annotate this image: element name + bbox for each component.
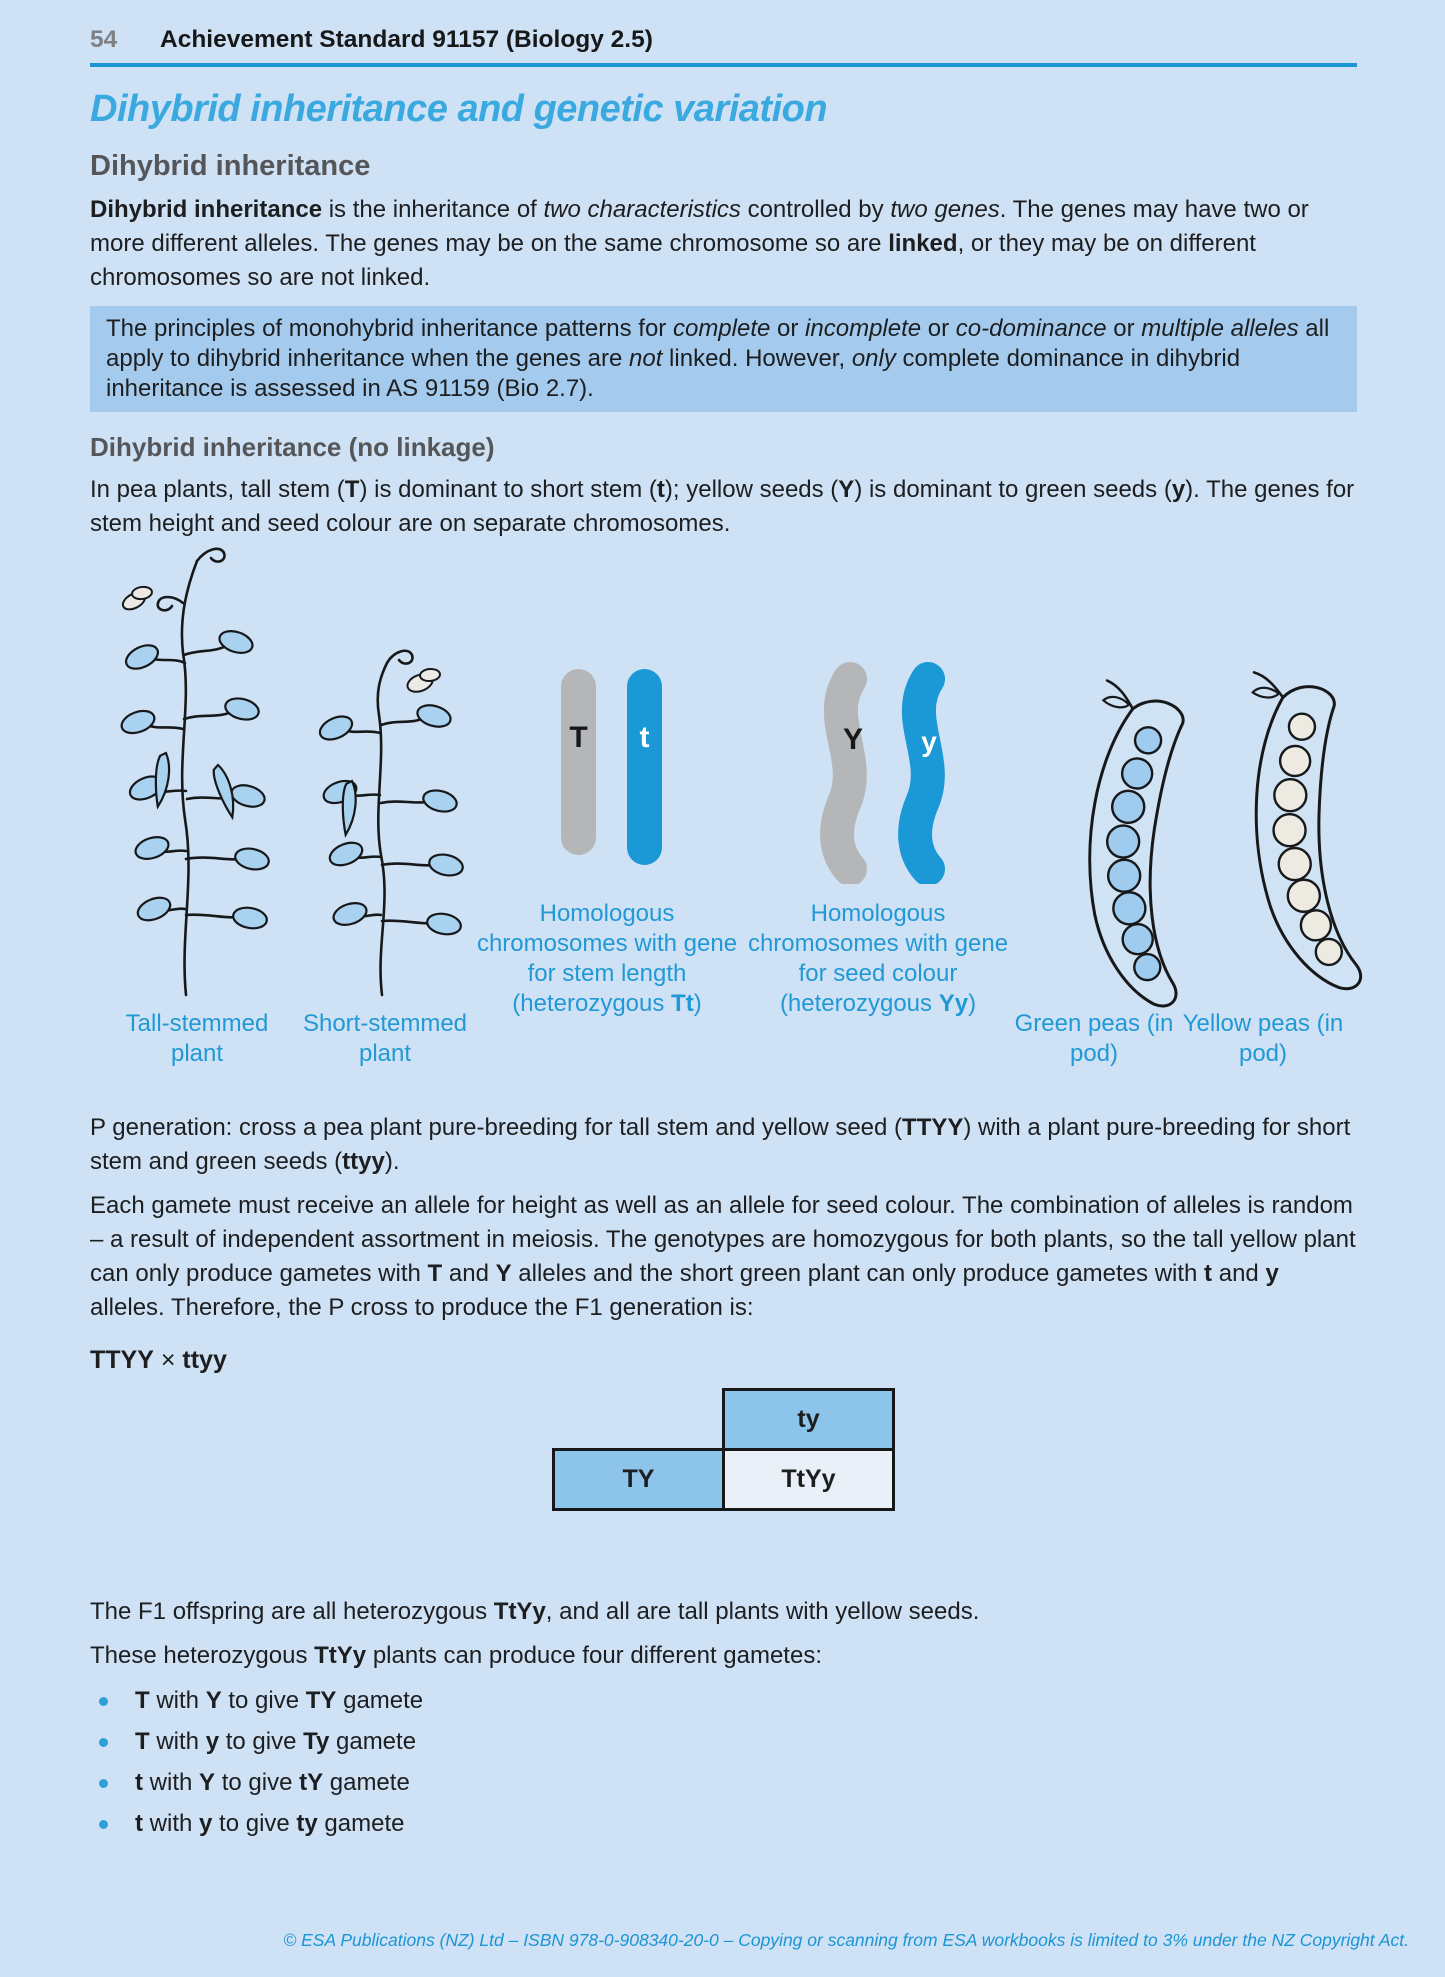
allele-label-y: y bbox=[921, 725, 937, 757]
page-header bbox=[90, 26, 1357, 54]
chromosome-pair-stem-length bbox=[545, 663, 680, 878]
pea-plants-illustration bbox=[90, 543, 470, 1003]
gamete-list-item bbox=[90, 1722, 1357, 1763]
caption-seed-chromosomes: Homologous chromosomes with gene for seed colour (heterozygous Yy) bbox=[747, 899, 1009, 1017]
section-heading-dihybrid: Dihybrid inheritance bbox=[90, 149, 371, 182]
bullet-icon bbox=[99, 1697, 108, 1706]
punnett-empty-cell bbox=[554, 1389, 724, 1449]
punnett-result-cell: TtYy bbox=[724, 1449, 894, 1509]
gamete-explanation-paragraph: Each gamete must receive an allele for height as well as an allele for seed colour. The combination of alleles is random – a result of independent assortment in meiosis. The genotypes are homozygous for both plants, so the tall yellow plant can only produce gametes with T and Y alleles and the short green plant can only produce gametes with t and y alleles. Therefore, the P cross to produce the F1 generation is: bbox=[90, 1191, 1356, 1321]
yellow-pea-pod bbox=[1251, 671, 1361, 992]
f1-offspring-paragraph: The F1 offspring are all heterozygous TtYy, and all are tall plants with yellow seeds. bbox=[90, 1597, 980, 1625]
punnett-row-header: TY bbox=[554, 1449, 724, 1509]
label-tall-stemmed-plant: Tall-stemmed plant bbox=[125, 1009, 269, 1067]
punnett-square bbox=[552, 1388, 895, 1511]
bullet-icon bbox=[99, 1820, 108, 1829]
label-green-peas: Green peas (in pod) bbox=[1014, 1009, 1174, 1067]
chromosome-t-bar bbox=[627, 669, 662, 865]
label-yellow-peas: Yellow peas (in pod) bbox=[1182, 1009, 1344, 1067]
gametes-intro-paragraph: These heterozygous TtYy plants can produce four different gametes: bbox=[90, 1641, 822, 1669]
gamete-list-item bbox=[90, 1681, 1357, 1722]
allele-label-t: t bbox=[639, 720, 650, 754]
chromosome-T-bar bbox=[561, 669, 596, 855]
green-pea-pod bbox=[1076, 680, 1202, 1007]
gamete-list-item bbox=[90, 1804, 1357, 1845]
chromosome-Y-bar bbox=[837, 679, 850, 869]
tall-plant-leaves bbox=[119, 627, 271, 931]
gamete-item-text: t with Y to give tY gamete bbox=[135, 1769, 410, 1796]
page-number: 54 bbox=[90, 26, 118, 53]
chromosome-pair-seed-colour bbox=[798, 659, 973, 884]
tall-plant-pods bbox=[147, 751, 236, 819]
label-short-stemmed-plant: Short-stemmed plant bbox=[302, 1009, 468, 1067]
header-rule bbox=[90, 63, 1357, 67]
short-plant-leaves bbox=[316, 701, 464, 936]
pea-genetics-figure bbox=[90, 543, 1357, 1101]
bullet-icon bbox=[99, 1738, 108, 1747]
gamete-list bbox=[90, 1681, 1357, 1845]
gamete-item-text: t with y to give ty gamete bbox=[135, 1810, 405, 1837]
allele-label-T: T bbox=[569, 720, 588, 754]
page-title: Dihybrid inheritance and genetic variation bbox=[90, 87, 828, 130]
chromosome-y-bar bbox=[915, 679, 928, 869]
copyright-footer: © ESA Publications (NZ) Ltd – ISBN 978-0-908340-20-0 – Copying or scanning from ESA workbooks is limited to 3% under the NZ Copyright Act. bbox=[283, 1930, 1409, 1950]
caption-stem-chromosomes: Homologous chromosomes with gene for stem length (heterozygous Tt) bbox=[476, 899, 738, 1017]
cross-notation: TTYY × ttyy bbox=[90, 1345, 227, 1374]
p-generation-paragraph: P generation: cross a pea plant pure-breeding for tall stem and yellow seed (TTYY) with a plant pure-breeding for short stem and green seeds (ttyy). bbox=[90, 1113, 1351, 1175]
gamete-item-text: T with y to give Ty gamete bbox=[135, 1728, 417, 1755]
allele-label-Y: Y bbox=[842, 722, 864, 756]
punnett-col-header: ty bbox=[724, 1389, 894, 1449]
section-heading-no-linkage: Dihybrid inheritance (no linkage) bbox=[90, 431, 495, 462]
intro-paragraph: Dihybrid inheritance is the inheritance of two characteristics controlled by two genes. The genes may have two or more different alleles. The genes may be on the same chromosome so are linked, or they may be on different chromosomes so are not linked. bbox=[90, 195, 1309, 291]
bullet-icon bbox=[99, 1779, 108, 1788]
note-box bbox=[90, 306, 1357, 412]
achievement-standard-title: Achievement Standard 91157 (Biology 2.5) bbox=[160, 26, 653, 53]
gamete-list-item bbox=[90, 1763, 1357, 1804]
short-plant-flower bbox=[405, 668, 440, 695]
note-text: The principles of monohybrid inheritance patterns for complete or incomplete or co-dominance or multiple alleles all apply to dihybrid inheritance when the genes are not linked. However, only complete dominance in dihybrid inheritance is assessed in AS 91159 (Bio 2.7). bbox=[106, 314, 1330, 402]
short-plant-stem bbox=[342, 650, 438, 994]
gamete-item-text: T with Y to give TY gamete bbox=[135, 1687, 424, 1714]
pea-pods-illustration bbox=[1050, 671, 1380, 1021]
tall-plant-flower bbox=[120, 585, 153, 612]
no-linkage-paragraph: In pea plants, tall stem (T) is dominant to short stem (t); yellow seeds (Y) is dominant to green seeds (y). The genes for stem height and seed colour are on separate chromosomes. bbox=[90, 475, 1355, 537]
